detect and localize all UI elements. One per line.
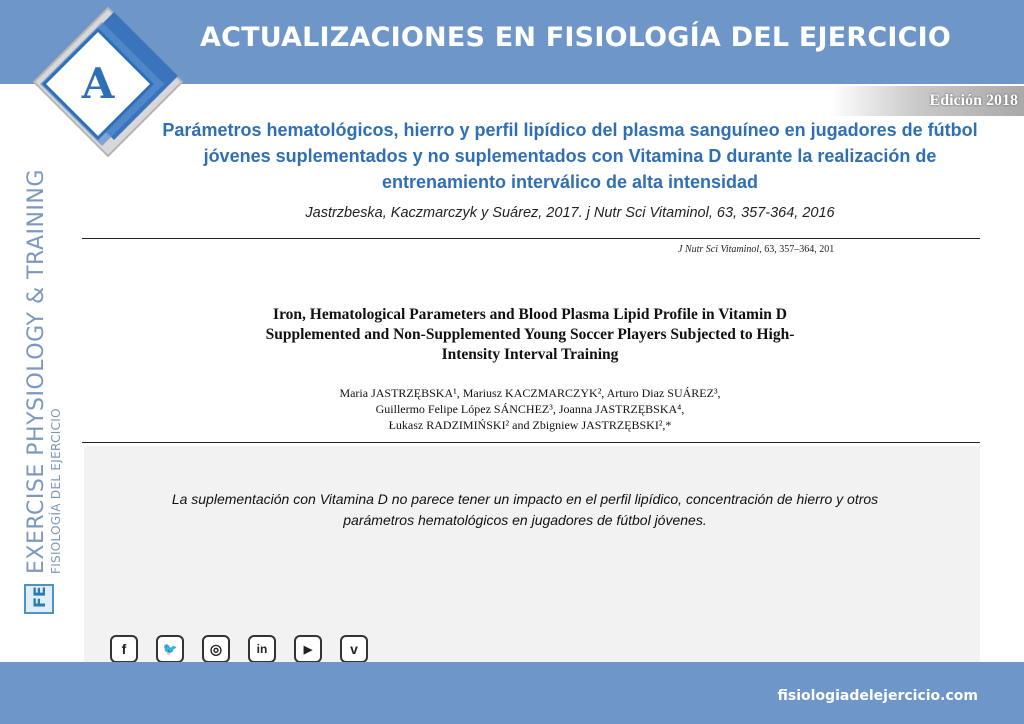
divider-top — [82, 238, 980, 239]
social-links — [110, 635, 368, 665]
footer-bar — [0, 662, 1024, 724]
article-title: Parámetros hematológicos, hierro y perfil lipídico del plasma sanguíneo en jugadores de fútbol jóvenes suplementados y no suplementados con Vitamina D durante la realización de entrenamiento interválico de alta intensidad — [162, 120, 978, 192]
footer-url[interactable]: fisiologiadelejercicio.com — [777, 688, 978, 704]
authors-line: Guillermo Felipe López SÁNCHEZ³, Joanna JASTRZĘBSKA⁴, — [375, 402, 685, 416]
eft-logo-icon: FE — [24, 584, 54, 614]
paper-journal-volume: , 63, 357–364, 201 — [759, 244, 835, 255]
linkedin-icon[interactable]: in — [248, 635, 276, 663]
header-title: ACTUALIZACIONES EN FISIOLOGÍA DEL EJERCICIO — [200, 22, 952, 53]
instagram-icon[interactable]: ◎ — [202, 635, 230, 663]
paper-authors — [240, 385, 820, 433]
brand-line2: FISIOLOGÍA DEL EJERCICIO — [49, 408, 63, 574]
article-citation: Jastrzbeska, Kaczmarczyk y Suárez, 2017. j Nutr Sci Vitaminol, 63, 357-364, 2016 — [305, 205, 835, 221]
brand-line1: EXERCISE PHYSIOLOGY & TRAINING — [24, 169, 49, 574]
summary-box — [84, 446, 980, 662]
vimeo-icon[interactable]: v — [340, 635, 368, 663]
facebook-icon[interactable]: f — [110, 635, 138, 663]
divider-bottom — [82, 442, 980, 443]
youtube-icon[interactable]: ▶ — [294, 635, 322, 663]
sidebar-brand — [22, 169, 70, 616]
edition-strip — [830, 86, 1024, 116]
summary-text: La suplementación con Vitamina D no parece tener un impacto en el perfil lipídico, concentración de hierro y otros parámetros hematológicos en jugadores de fútbol jóvenes. — [171, 491, 879, 528]
authors-line: Łukasz RADZIMIŃSKI² and Zbigniew JASTRZĘBSKI²,* — [388, 418, 672, 432]
authors-line: Maria JASTRZĘBSKA¹, Mariusz KACZMARCZYK², Arturo Diaz SUÁREZ³, — [339, 386, 721, 400]
paper-title: Iron, Hematological Parameters and Blood Plasma Lipid Profile in Vitamin D Supplemented and Non-Supplemented Young Soccer Players Subjected to High-Intensity Interval Training — [265, 306, 795, 363]
paper-journal — [678, 244, 834, 255]
paper-journal-name: J Nutr Sci Vitaminol — [678, 244, 760, 255]
logo-letter: A — [81, 59, 115, 108]
edition-label: Edición 2018 — [929, 92, 1018, 109]
twitter-icon[interactable]: 🐦 — [156, 635, 184, 663]
